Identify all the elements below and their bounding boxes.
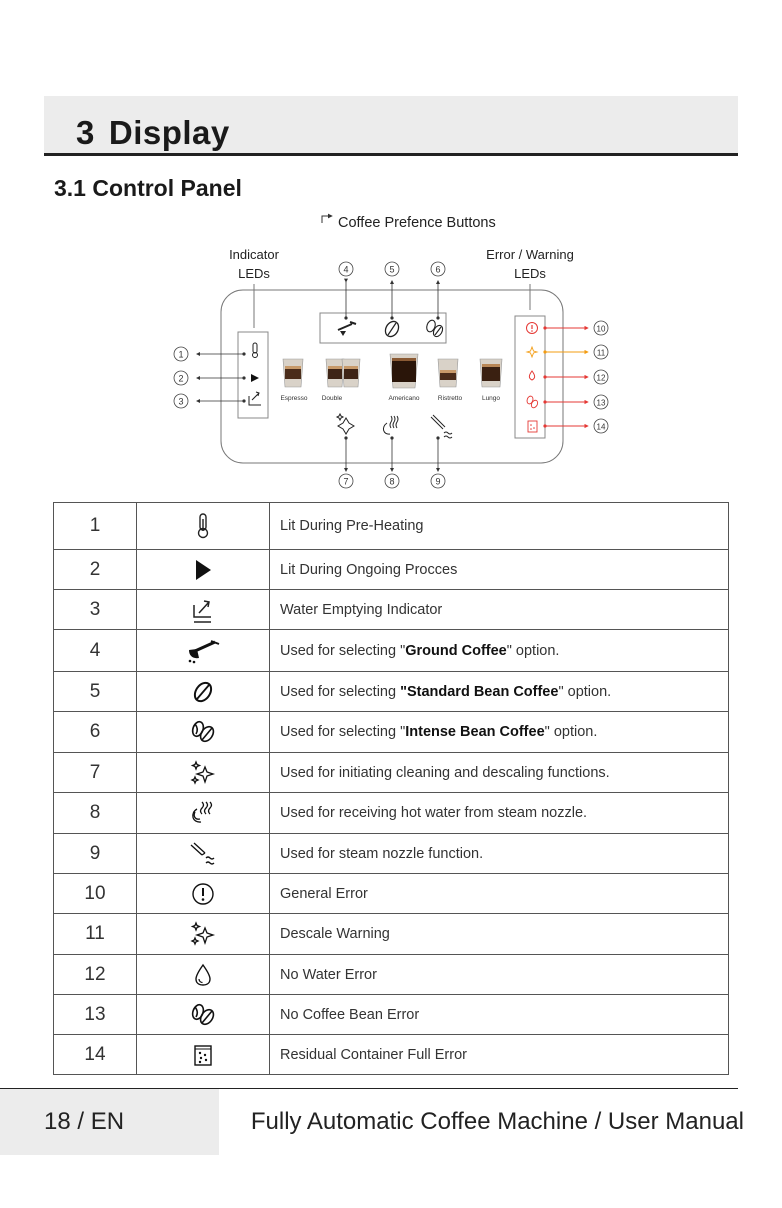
legend-description: No Water Error	[270, 955, 729, 995]
legend-number: 14	[54, 1035, 137, 1075]
callout-2	[174, 371, 246, 385]
standard-bean-icon	[191, 680, 215, 704]
footer-document-title: Fully Automatic Coffee Machine / User Manual	[250, 1108, 744, 1135]
callout-1	[174, 347, 246, 361]
cup-label-double: Double	[321, 395, 343, 402]
thermometer-icon	[253, 343, 258, 358]
section-title-text: Display	[108, 114, 230, 151]
legend-description: Water Emptying Indicator	[270, 590, 729, 630]
legend-text-post: " option.	[558, 683, 612, 700]
legend-description	[270, 672, 729, 712]
callout-3	[174, 394, 246, 408]
intense-bean-icon	[189, 720, 217, 744]
legend-number: 1	[54, 503, 137, 550]
water-drop-icon	[529, 371, 534, 380]
legend-text-bold: Ground Coffee	[405, 642, 507, 659]
sparkle-clean-icon	[190, 760, 216, 786]
legend-row-13	[54, 995, 729, 1035]
section-title	[76, 114, 230, 152]
legend-number: 10	[54, 874, 137, 914]
legend-number: 11	[54, 914, 137, 955]
error-circle-icon	[527, 323, 538, 334]
callout-number: 8	[389, 476, 395, 487]
callout-number: 6	[435, 264, 441, 275]
callout-number: 1	[178, 349, 184, 360]
legend-number: 7	[54, 753, 137, 793]
legend-row-7	[54, 753, 729, 793]
ground-coffee-icon	[185, 638, 221, 664]
callout-number: 11	[596, 348, 606, 358]
legend-number: 4	[54, 630, 137, 672]
indicator-label: Indicator	[229, 247, 279, 262]
legend-number: 12	[54, 955, 137, 995]
thermometer-icon	[193, 513, 213, 539]
legend-number: 3	[54, 590, 137, 630]
legend-number: 6	[54, 712, 137, 753]
callout-number: 13	[596, 398, 606, 408]
callout-number: 7	[343, 476, 349, 487]
legend-text-post: " option.	[544, 724, 598, 740]
hot-water-icon	[189, 800, 217, 826]
callout-8	[385, 436, 399, 488]
double-cup	[326, 359, 360, 387]
error-warning-label: Error / Warning	[486, 247, 574, 262]
legend-number: 5	[54, 672, 137, 712]
water-emptying-icon	[249, 392, 261, 405]
steam-nozzle-icon	[431, 415, 452, 438]
callout-number: 10	[596, 324, 606, 334]
legend-number: 9	[54, 834, 137, 874]
coffee-bean-icon	[189, 1003, 217, 1027]
legend-text-pre: Used for selecting "	[280, 724, 406, 740]
lungo-cup	[480, 359, 502, 387]
cup-label-lungo: Lungo	[481, 395, 501, 402]
espresso-cup	[283, 359, 303, 387]
callout-7	[339, 436, 353, 488]
callout-number: 4	[343, 264, 349, 275]
legend-row-11	[54, 914, 729, 955]
legend-row-5	[54, 672, 729, 712]
legend-description: Used for initiating cleaning and descaling functions.	[270, 753, 729, 793]
callout-number: 9	[435, 476, 441, 487]
callout-14	[543, 419, 608, 433]
legend-description: Lit During Ongoing Procces	[270, 550, 729, 590]
coffee-buttons-leader	[322, 216, 332, 223]
legend-description: Lit During Pre-Heating	[270, 503, 729, 550]
error-circle-icon	[191, 882, 215, 906]
callout-5	[385, 262, 399, 320]
legend-row-3	[54, 590, 729, 630]
error-leds-label: LEDs	[514, 266, 546, 281]
legend-row-2	[54, 550, 729, 590]
legend-row-9	[54, 834, 729, 874]
footer-page-number: 18 / EN	[44, 1108, 125, 1135]
legend-number: 8	[54, 793, 137, 834]
ristretto-cup	[438, 359, 458, 387]
hot-water-icon	[383, 416, 398, 434]
callout-4	[339, 262, 353, 320]
sparkle-clean-icon	[337, 414, 354, 434]
cup-label-ristretto: Ristretto	[437, 395, 463, 402]
control-panel-diagram	[160, 206, 620, 498]
legend-description: Used for receiving hot water from steam nozzle.	[270, 793, 729, 834]
error-led-box	[515, 316, 545, 438]
callout-number: 12	[596, 373, 606, 383]
legend-text-bold: "Standard Bean Coffee	[400, 683, 559, 700]
callout-11	[543, 345, 608, 359]
steam-nozzle-icon	[188, 842, 218, 866]
residual-container-icon	[528, 421, 537, 432]
cup-label-americano: Americano	[388, 395, 420, 402]
legend-text-pre: Used for selecting "	[280, 642, 406, 659]
ground-coffee-icon	[338, 322, 356, 336]
callout-number: 2	[178, 373, 184, 384]
cup-label-espresso: Espresso	[280, 395, 308, 402]
callout-number: 3	[178, 396, 184, 407]
legend-number: 2	[54, 550, 137, 590]
legend-table	[53, 502, 729, 1075]
callout-12	[543, 370, 608, 384]
legend-row-10	[54, 874, 729, 914]
legend-row-6	[54, 712, 729, 753]
intense-bean-icon	[425, 319, 444, 338]
legend-text-bold: Intense Bean Coffee	[405, 724, 545, 740]
legend-text-post: " option.	[506, 642, 560, 659]
sparkle-descale-icon	[527, 347, 537, 357]
coffee-bean-icon	[526, 395, 539, 409]
legend-row-1	[54, 503, 729, 550]
residual-container-icon	[193, 1043, 213, 1067]
callout-number: 5	[389, 264, 395, 275]
callout-13	[543, 395, 608, 409]
callout-number: 14	[596, 422, 606, 432]
section-number: 3	[76, 114, 95, 151]
play-icon	[251, 374, 259, 382]
callout-9	[431, 436, 445, 488]
legend-description: Used for steam nozzle function.	[270, 834, 729, 874]
standard-bean-icon	[383, 319, 401, 339]
legend-row-14	[54, 1035, 729, 1075]
callout-6	[431, 262, 445, 320]
coffee-buttons-label: Coffee Prefence Buttons	[338, 215, 496, 231]
callout-10	[543, 321, 608, 335]
water-drop-icon	[193, 963, 213, 987]
legend-row-4	[54, 630, 729, 672]
legend-description: No Coffee Bean Error	[270, 995, 729, 1035]
water-emptying-icon	[190, 597, 216, 623]
legend-text-pre: Used for selecting	[280, 683, 401, 700]
section-header-rule	[44, 153, 738, 156]
legend-description: Descale Warning	[270, 914, 729, 955]
subsection-title: 3.1 Control Panel	[54, 175, 242, 201]
legend-description: General Error	[270, 874, 729, 914]
legend-number: 13	[54, 995, 137, 1035]
sparkle-descale-icon	[190, 921, 216, 947]
legend-description	[270, 712, 729, 753]
play-icon	[193, 559, 213, 581]
indicator-leds-label: LEDs	[238, 266, 270, 281]
legend-row-12	[54, 955, 729, 995]
legend-description: Residual Container Full Error	[270, 1035, 729, 1075]
legend-description	[270, 630, 729, 672]
americano-cup	[390, 354, 418, 388]
legend-row-8	[54, 793, 729, 834]
